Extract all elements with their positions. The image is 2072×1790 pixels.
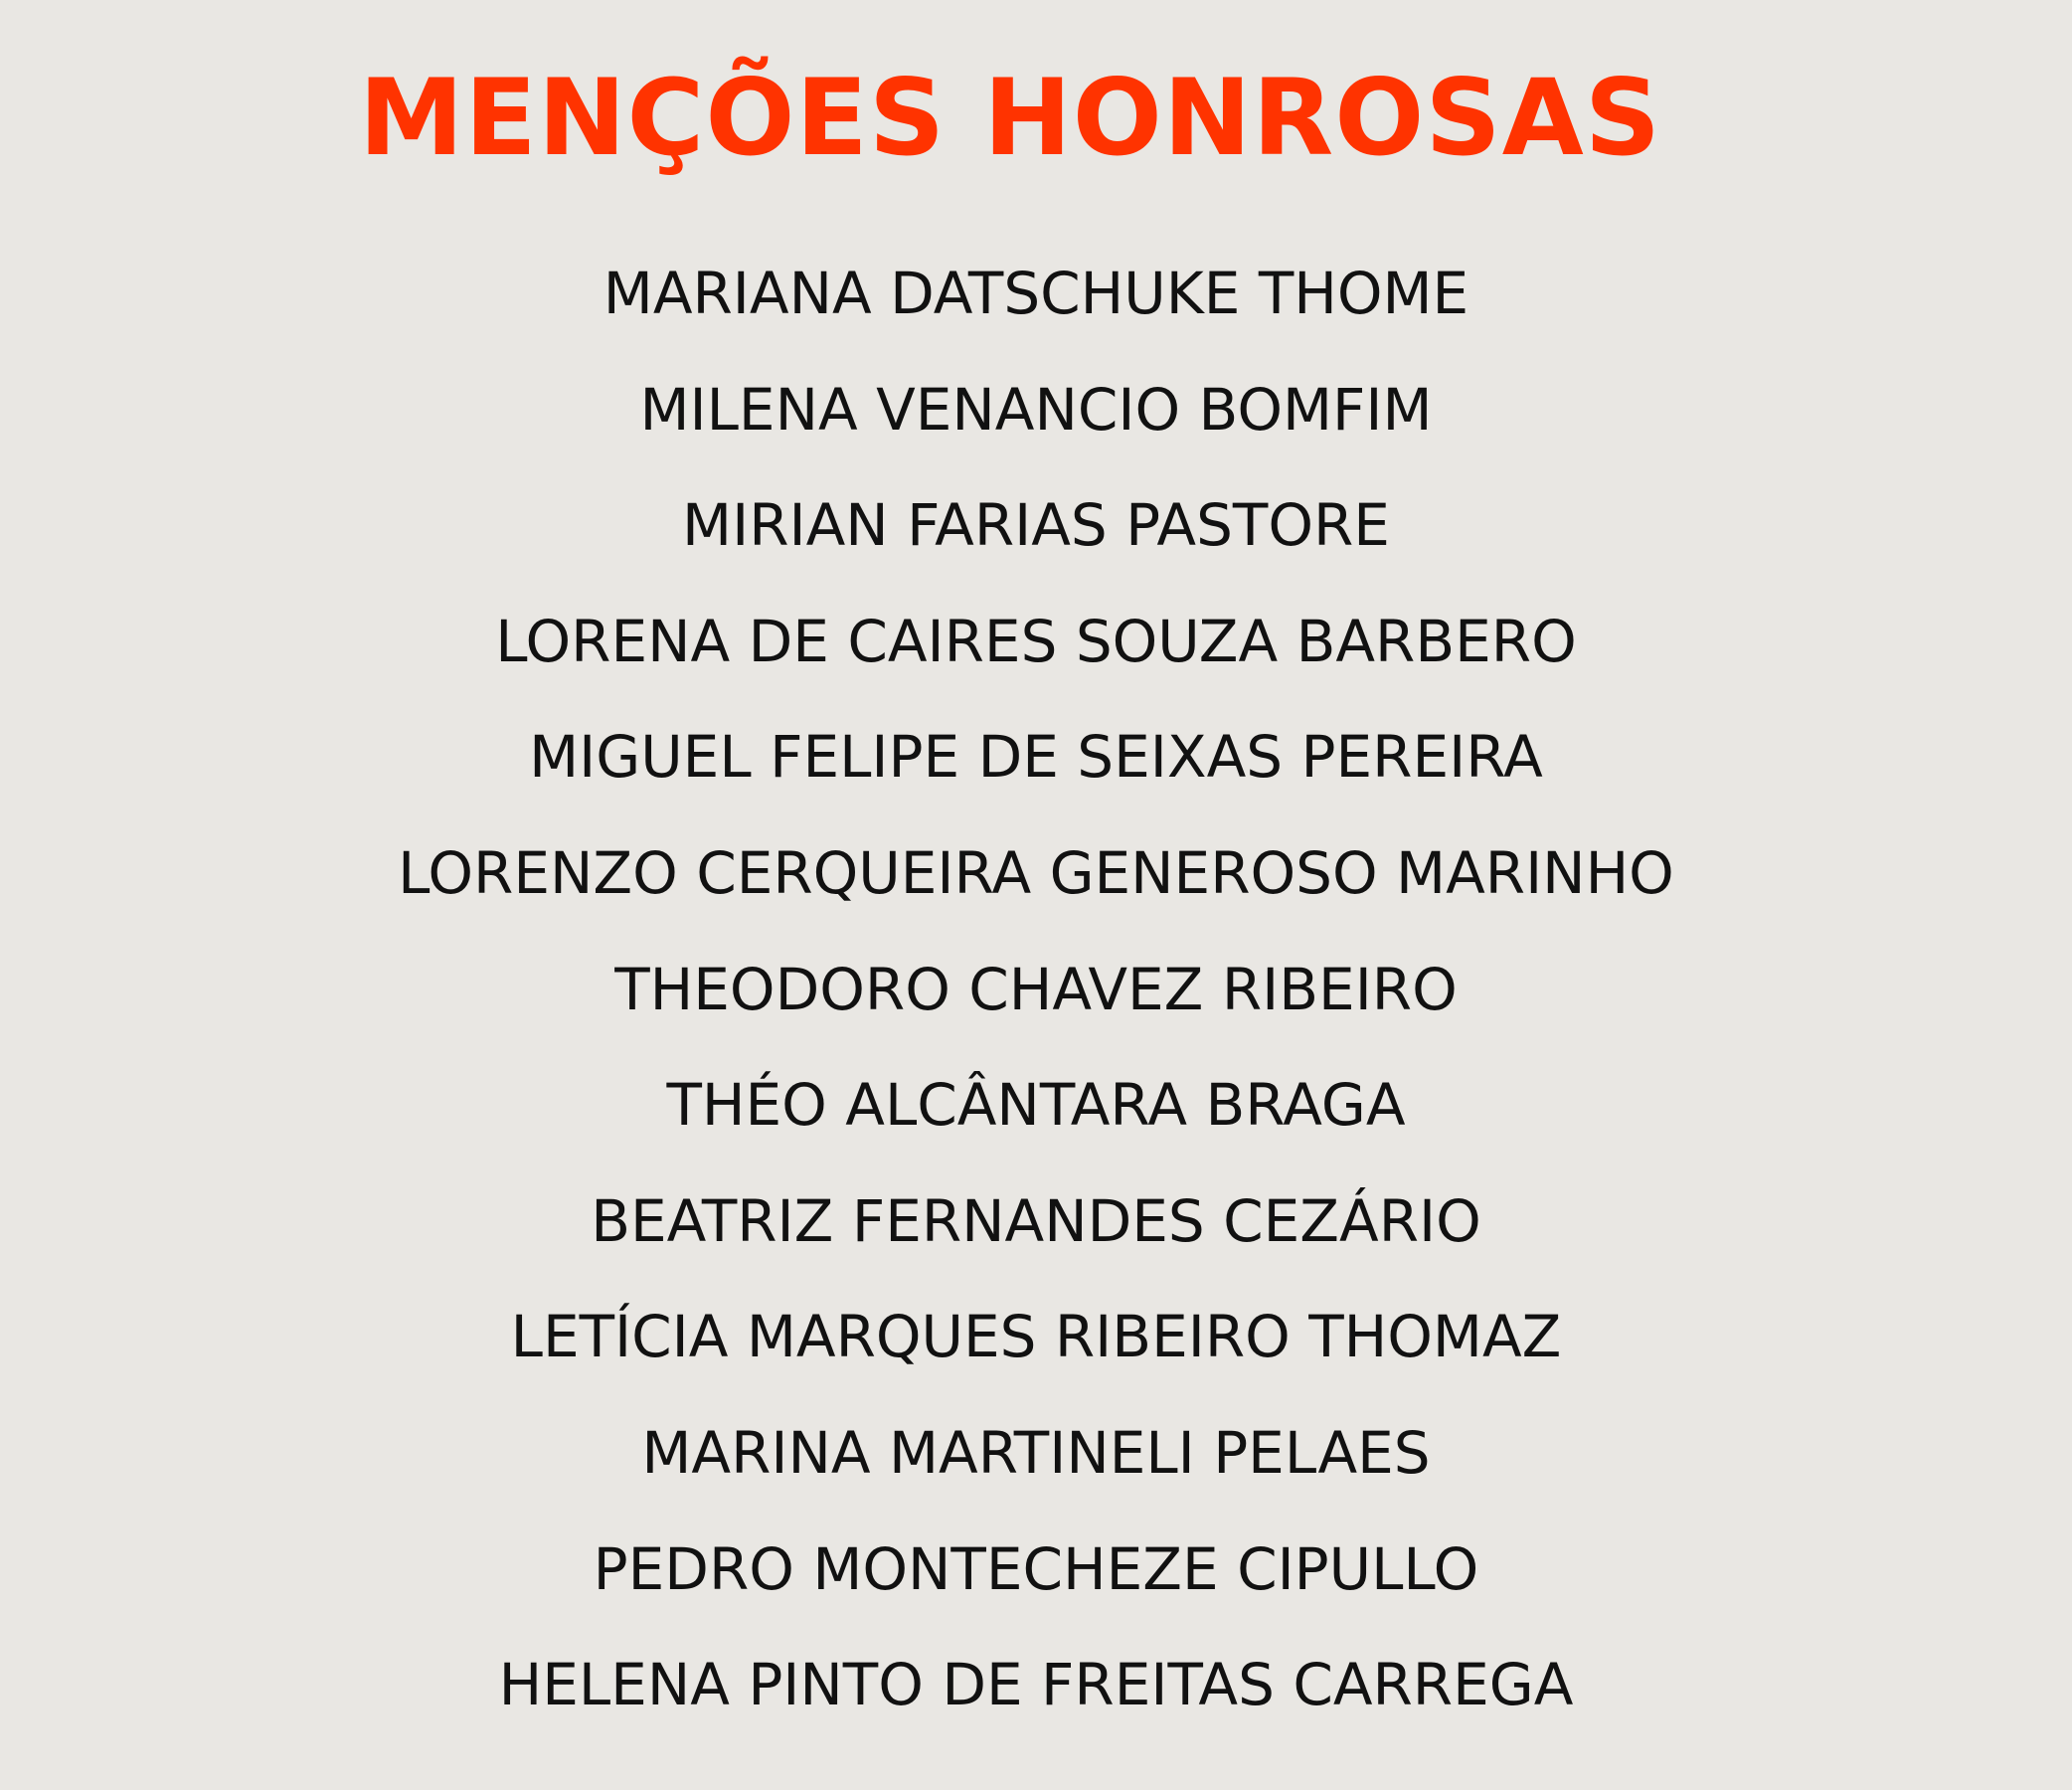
name-item: HELENA PINTO DE FREITAS CARREGA — [498, 1651, 1574, 1719]
name-item: LORENZO CERQUEIRA GENEROSO MARINHO — [398, 838, 1674, 907]
name-item: PEDRO MONTECHEZE CIPULLO — [593, 1534, 1479, 1603]
name-item: MILENA VENANCIO BOMFIM — [639, 375, 1433, 444]
name-item: LETÍCIA MARQUES RIBEIRO THOMAZ — [510, 1303, 1562, 1371]
name-item: BEATRIZ FERNANDES CEZÁRIO — [591, 1186, 1481, 1255]
name-item: MARIANA DATSCHUKE THOME — [603, 260, 1469, 327]
name-item: MARINA MARTINELI PELAES — [641, 1418, 1431, 1487]
name-item: MIRIAN FARIAS PASTORE — [682, 491, 1390, 560]
name-item: MIGUEL FELIPE DE SEIXAS PEREIRA — [529, 723, 1543, 792]
names-list — [0, 254, 2072, 1761]
name-item: THEODORO CHAVEZ RIBEIRO — [614, 955, 1458, 1023]
name-item: LORENA DE CAIRES SOUZA BARBERO — [495, 607, 1577, 675]
name-item: THÉO ALCÂNTARA BRAGA — [666, 1071, 1406, 1140]
page-title: MENÇÕES HONROSAS — [358, 57, 1662, 179]
